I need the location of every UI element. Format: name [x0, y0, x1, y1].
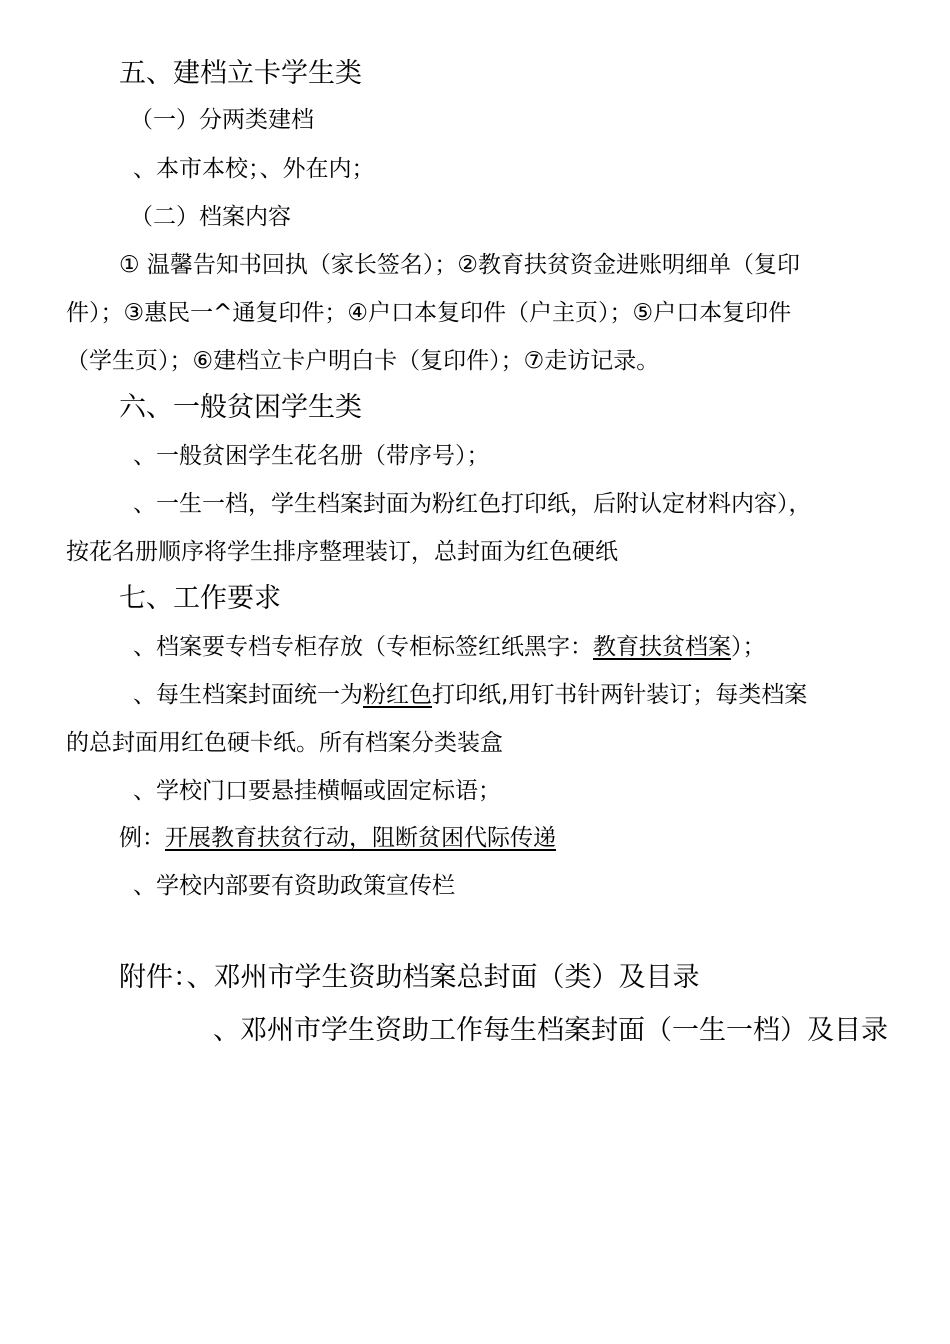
section-7-requirement-3: 、学校门口要悬挂横幅或固定标语；: [133, 778, 501, 804]
section-7-requirement-4: 、学校内部要有资助政策宣传栏: [133, 873, 455, 899]
example-slogan-underlined: 开展教育扶贫行动，阻断贫困代际传递: [165, 825, 556, 851]
section-5-subheading-2: （二）档案内容: [130, 204, 291, 230]
section-5-content-line-2: 件）；③惠民一^通复印件；④户口本复印件（户主页）；⑤户口本复印件: [66, 300, 792, 326]
section-6-heading: 六、一般贫困学生类: [119, 392, 362, 423]
section-5-content-line-3: （学生页）；⑥建档立卡户明白卡（复印件）；⑦走访记录。: [66, 348, 660, 374]
attachment-line-1: 附件：、邓州市学生资助档案总封面（类）及目录: [119, 962, 700, 993]
requirement-2-text-end: 打印纸,用钉书针两针装订；每类档案: [432, 682, 808, 708]
section-5-subheading-1: （一）分两类建档: [130, 107, 314, 133]
section-5-heading: 五、建档立卡学生类: [119, 58, 362, 89]
section-7-heading: 七、工作要求: [119, 583, 281, 614]
example-label: 例：: [119, 825, 165, 851]
section-6-item-2-line-1: 、一生一档，学生档案封面为粉红色打印纸，后附认定材料内容），: [133, 491, 812, 517]
section-5-content-line-1: ① 温馨告知书回执（家长签名）；②教育扶贫资金进账明细单（复印: [119, 252, 801, 278]
label-text-underlined: 教育扶贫档案: [593, 634, 731, 660]
attachment-line-2: 、邓州市学生资助工作每生档案封面（一生一档）及目录: [213, 1015, 888, 1046]
section-7-requirement-1: [133, 636, 766, 659]
section-7-requirement-2-line-1: [133, 684, 807, 707]
section-5-items-1: 、本市本校；、外在内；: [133, 156, 375, 182]
pink-color-underlined: 粉红色: [363, 682, 432, 708]
requirement-2-text-start: 、每生档案封面统一为: [133, 682, 363, 708]
requirement-1-closing: ）；: [731, 634, 766, 660]
section-6-item-1: 、一般贫困学生花名册（带序号）；: [133, 443, 490, 469]
section-7-requirement-2-line-2: 的总封面用红色硬卡纸。所有档案分类装盒: [66, 730, 503, 756]
section-7-example: [119, 827, 556, 850]
section-6-item-2-line-2: 按花名册顺序将学生排序整理装订，总封面为红色硬纸: [66, 539, 618, 565]
requirement-1-text: 、档案要专档专柜存放（专柜标签红纸黑字：: [133, 634, 593, 660]
